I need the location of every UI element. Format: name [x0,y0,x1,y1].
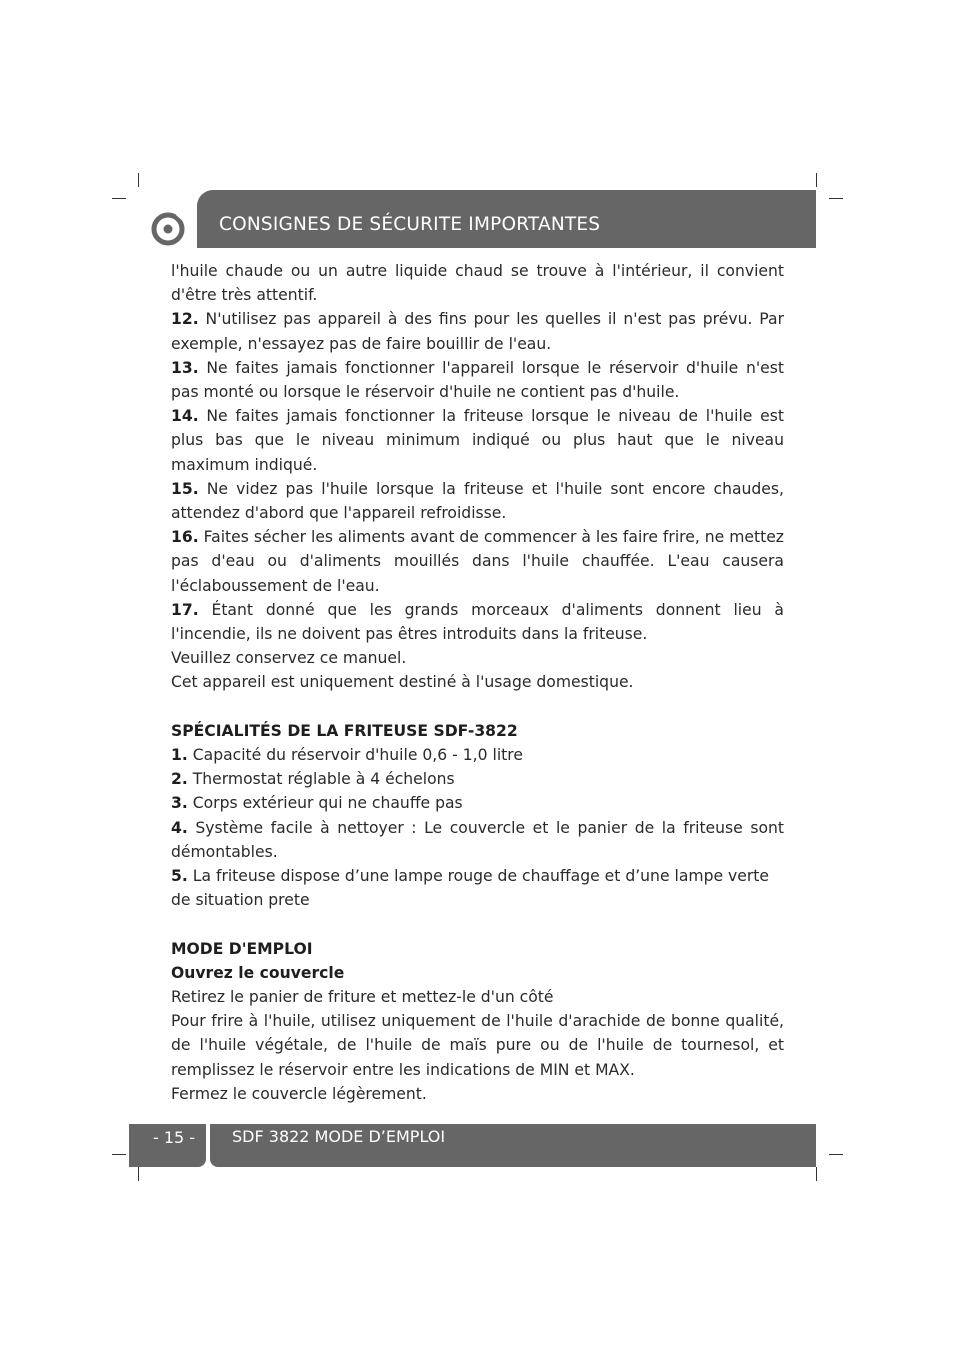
list-item [171,356,784,404]
section-title-specs: SPÉCIALITÉS DE LA FRITEUSE SDF-3822 [171,721,518,740]
list-item [171,404,784,477]
note: Veuillez conservez ce manuel. [171,649,407,668]
footer-label: SDF 3822 MODE D’EMPLOI [232,1127,446,1146]
crop-mark [112,1154,126,1155]
item-text: Thermostat réglable à 4 échelons [192,770,455,789]
spacer [171,912,784,936]
item-number: 12. [171,310,199,329]
item-number: 14. [171,407,199,426]
section-subtitle: Ouvrez le couvercle [171,963,345,982]
item-number: 3. [171,794,188,813]
item-number: 15. [171,479,199,498]
item-number: 16. [171,528,199,547]
paragraph: Fermez le couvercle légèrement. [171,1084,427,1103]
list-item [171,598,784,646]
list-item [171,477,784,525]
spacer [171,695,784,719]
item-number: 4. [171,818,188,837]
circle-logo-icon [149,209,189,249]
crop-mark [138,173,139,187]
item-text: Ne videz pas l'huile lorsque la friteuse et l'huile sont encore chaudes, attendez d'abord que l'appareil refroidisse. [171,479,784,523]
item-number: 1. [171,746,188,765]
item-number: 5. [171,867,188,886]
crop-mark [829,1154,843,1155]
item-text: Ne faites jamais fonctionner la friteuse lorsque le niveau de l'huile est plus bas que le niveau minimum indiqué ou plus haut que le niveau maximum indiqué. [171,407,784,474]
list-item [171,767,784,791]
list-item [171,816,784,864]
paragraph: l'huile chaude ou un autre liquide chaud se trouve à l'intérieur, il convient d'être très attentif. [171,262,784,305]
list-item [171,743,784,767]
footer-label-box [210,1124,816,1167]
crop-mark [829,198,843,199]
section-title-usage: MODE D'EMPLOI [171,939,313,958]
paragraph: Pour frire à l'huile, utilisez uniquement de l'huile d'arachide de bonne qualité, de l'huile végétale, de l'huile de maïs pure ou de l'huile de tournesol, et remplissez le réservoir entre les indications de MIN et MAX. [171,1012,784,1079]
item-text: Étant donné que les grands morceaux d'aliments donnent lieu à l'incendie, ils ne doivent pas êtres introduits dans la friteuse. [171,600,784,644]
crop-mark [816,1167,817,1181]
item-number: 13. [171,358,199,377]
list-item [171,525,784,598]
item-text: Capacité du réservoir d'huile 0,6 - 1,0 litre [192,746,523,765]
page-title: CONSIGNES DE SÉCURITE IMPORTANTES [219,214,601,235]
item-number: 17. [171,600,199,619]
item-number: 2. [171,770,188,789]
header-bar [197,190,816,248]
document-body [171,259,784,1106]
list-item [171,791,784,815]
crop-mark [112,198,126,199]
crop-mark [816,173,817,187]
list-item [171,307,784,355]
page-number: - 15 - [153,1128,196,1147]
item-text: Ne faites jamais fonctionner l'appareil lorsque le réservoir d'huile n'est pas monté ou lorsque le réservoir d'huile ne contient pas d'huile. [171,358,784,402]
footer-page-box [129,1124,206,1167]
list-item [171,864,784,912]
paragraph: Retirez le panier de friture et mettez-le d'un côté [171,988,554,1007]
item-text: N'utilisez pas appareil à des fins pour les quelles il n'est pas prévu. Par exemple, n'essayez pas de faire bouillir de l'eau. [171,310,784,353]
item-text: Faites sécher les aliments avant de commencer à les faire frire, ne mettez pas d'eau ou d'aliments mouillés dans l'huile chauffée. L'eau causera l'éclaboussement de l'eau. [171,528,784,595]
note: Cet appareil est uniquement destiné à l'usage domestique. [171,673,634,692]
item-text: Corps extérieur qui ne chauffe pas [192,794,463,813]
item-text: La friteuse dispose d’une lampe rouge de chauffage et d’une lampe verte de situation prete [171,867,769,910]
item-text: Système facile à nettoyer : Le couvercle et le panier de la friteuse sont démontables. [171,818,784,861]
crop-mark [138,1167,139,1181]
